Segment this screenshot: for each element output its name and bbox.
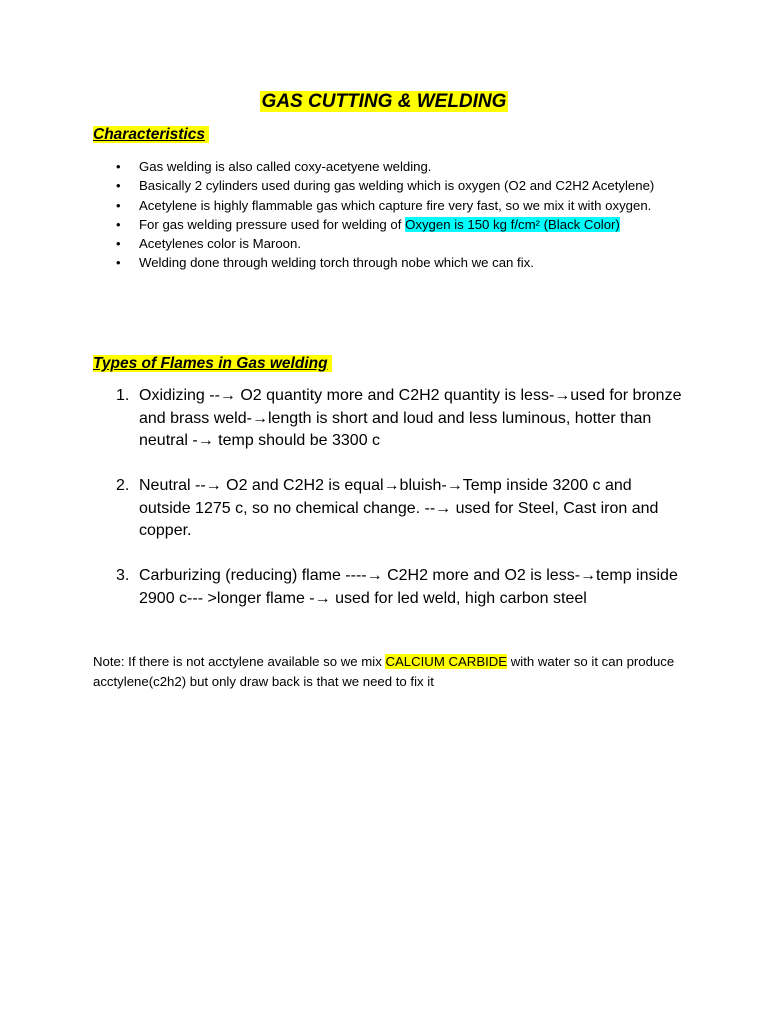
list-item: [93, 176, 673, 195]
list-item: [93, 565, 683, 610]
list-item-text: Acetylenes color is Maroon.: [139, 236, 301, 252]
page-title-text: GAS CUTTING & WELDING: [261, 91, 507, 112]
bullet-icon: •: [116, 236, 121, 252]
list-number: 1.: [116, 387, 130, 404]
list-item: [93, 215, 673, 234]
list-number: 3.: [116, 567, 130, 584]
list-number: 2.: [116, 477, 130, 494]
list-item-text: Basically 2 cylinders used during gas welding which is oxygen (O2 and C2H2 Acetylene): [139, 178, 655, 194]
list-item-text: Acetylene is highly flammable gas which capture fire very fast, so we mix it with oxygen.: [139, 197, 652, 213]
list-item: [93, 234, 673, 253]
flames-list: [93, 385, 683, 633]
list-item-text: For gas welding pressure used for welding of: [139, 216, 406, 232]
list-item-text: Carburizing (reducing) flame ----→ C2H2 more and O2 is less-→temp inside 2900 c--- >longer flame -→ used for led weld, high carbon steel: [139, 567, 678, 607]
note-text-before: Note: If there is not acctylene available so we mix: [93, 654, 386, 669]
bullet-icon: •: [116, 178, 121, 194]
list-item: [93, 157, 673, 176]
page-title: [0, 88, 768, 116]
oxygen-pressure-highlight: Oxygen is 150 kg f/cm² (Black Color): [405, 216, 620, 232]
flames-heading: [93, 353, 332, 375]
bullet-icon: •: [116, 255, 121, 271]
bullet-icon: •: [116, 197, 121, 213]
list-item: [93, 196, 673, 215]
calcium-carbide-highlight: CALCIUM CARBIDE: [385, 654, 508, 669]
list-item-text: Gas welding is also called coxy-acetyene welding.: [139, 159, 432, 174]
bullet-icon: •: [116, 216, 121, 232]
flames-heading-text: Types of Flames in Gas welding: [93, 355, 332, 372]
characteristics-list: [93, 157, 673, 273]
note-paragraph: [93, 652, 678, 691]
bullet-icon: •: [116, 159, 121, 174]
list-item-text: Welding done through welding torch through nobe which we can fix.: [139, 255, 534, 271]
list-item-text: Oxidizing --→ O2 quantity more and C2H2 quantity is less-→used for bronze and brass weld-→length is short and loud and less luminous, hotter than neutral -→ temp should be 3300 c: [139, 387, 682, 449]
characteristics-heading-text: Characteristics: [93, 126, 209, 143]
list-item: [93, 253, 673, 272]
list-item: [93, 385, 683, 453]
list-item-text: Neutral --→ O2 and C2H2 is equal→bluish-→Temp inside 3200 c and outside 1275 c, so no chemical change. --→ used for Steel, Cast iron and copper.: [139, 477, 659, 539]
list-item: [93, 475, 683, 543]
characteristics-heading: [93, 124, 209, 146]
note-text-after: with water so it can produce acctylene(c2h2) but only draw back is that we need to fix it: [93, 654, 675, 689]
